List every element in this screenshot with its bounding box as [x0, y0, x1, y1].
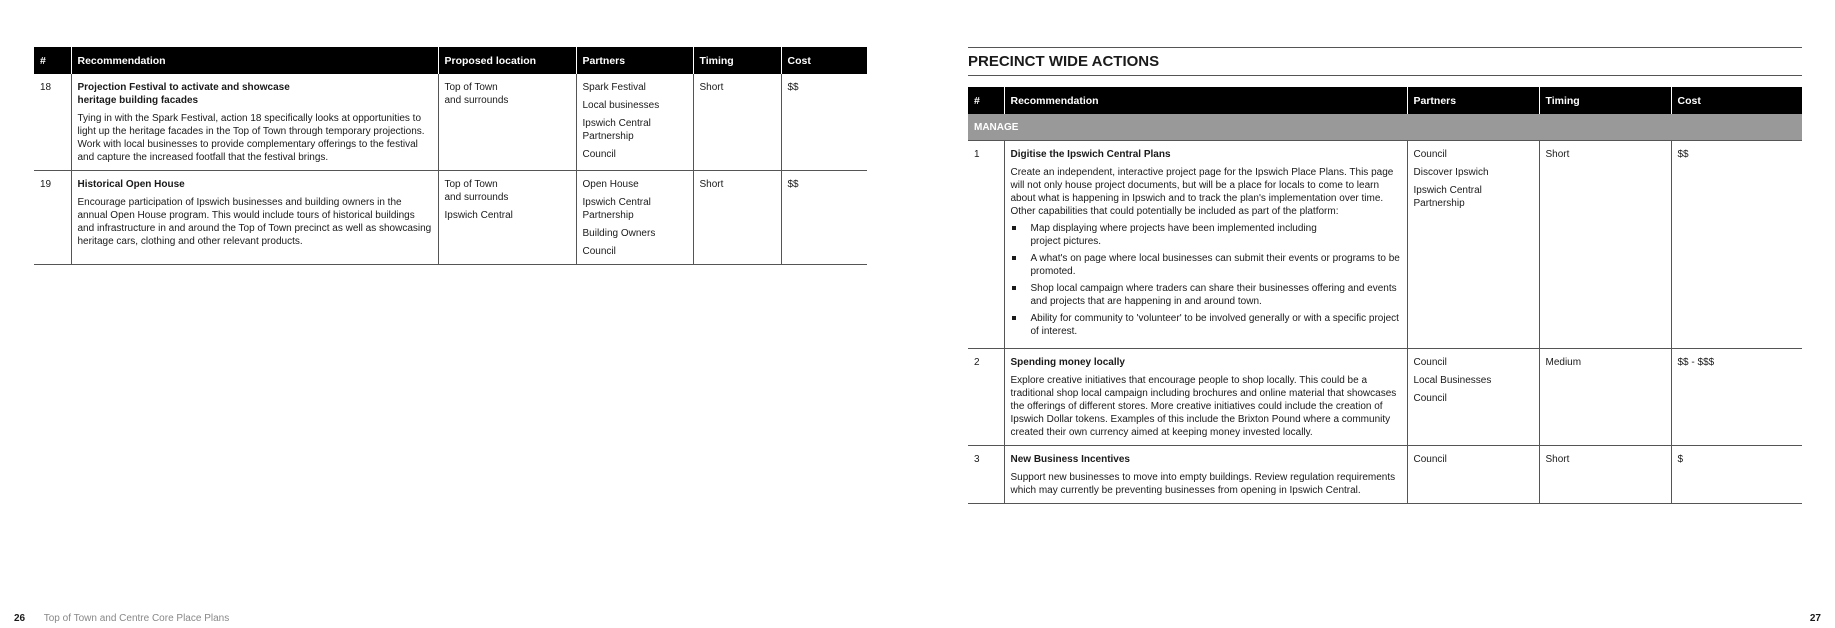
recommendation-cell: [71, 74, 438, 171]
timing-cell: Short: [693, 74, 781, 171]
row-number: 2: [968, 349, 1004, 446]
timing-cell: Short: [1539, 141, 1671, 349]
partner-item: Spark Festival: [582, 82, 646, 93]
partner-item: Ipswich Central Partnership: [1413, 185, 1482, 209]
partner-item: Building Owners: [582, 228, 656, 239]
recommendation-cell: [71, 171, 438, 265]
table-header-row: [968, 87, 1802, 114]
list-item: A what's on page where local businesses can submit their events or programs to be promoted.: [1030, 253, 1400, 277]
table-row: [968, 446, 1802, 504]
header-recommendation: Recommendation: [1004, 87, 1407, 114]
header-cost: Cost: [1671, 87, 1802, 114]
header-number: #: [34, 47, 71, 74]
recommendation-description: Support new businesses to move into empty buildings. Review regulation requirements which may currently be preventing businesses from opening in Ipswich Central.: [1010, 472, 1396, 496]
cost-cell: $$: [781, 171, 867, 265]
group-label: MANAGE: [968, 114, 1802, 141]
row-number: 19: [34, 171, 71, 265]
location-cell: [438, 74, 576, 171]
header-recommendation: Recommendation: [71, 47, 438, 74]
partner-item: Local Businesses: [1413, 375, 1492, 386]
partners-cell: [1407, 141, 1539, 349]
header-proposed-location: Proposed location: [438, 47, 576, 74]
table-row: [968, 349, 1802, 446]
recommendation-description: Create an independent, interactive project page for the Ipswich Place Plans. This page will not only house project documents, but will be a place for locals to come to learn about what is happening in Ipswich and to track the plan's implementation over time. Other capabilities that could potentially be included as part of the platform:: [1010, 167, 1394, 217]
cost-cell: $$ - $$$: [1671, 349, 1802, 446]
page-number-left: 26: [14, 613, 26, 624]
location-item: Ipswich Central: [444, 210, 513, 221]
recommendation-title: Spending money locally: [1010, 357, 1125, 368]
partner-item: Council: [582, 149, 616, 160]
footer-left: [14, 613, 229, 624]
partner-item: Council: [1413, 393, 1447, 404]
header-timing: Timing: [693, 47, 781, 74]
recommendation-title: Projection Festival to activate and showcase heritage building facades: [77, 82, 290, 106]
header-timing: Timing: [1539, 87, 1671, 114]
table-row: [34, 74, 867, 171]
list-item: Shop local campaign where traders can share their businesses offering and events and projects that are happening in and around town.: [1031, 282, 1401, 308]
cost-cell: $$: [1671, 141, 1802, 349]
table-row: [34, 171, 867, 265]
left-recommendations-table: [34, 47, 867, 265]
list-item: Map displaying where projects have been implemented including project pictures.: [1031, 222, 1341, 248]
location-item: Top of Town and surrounds: [444, 179, 509, 203]
timing-cell: Short: [1539, 446, 1671, 504]
partners-cell: [576, 171, 693, 265]
partner-item: Ipswich Central Partnership: [582, 197, 651, 221]
recommendation-description: Explore creative initiatives that encourage people to shop locally. This could be a traditional shop local campaign including brochures and online material that showcases the offerings of different stores. More creative initiatives could include the creation of Ipswich Dollar tokens. Examples of this include the Brixton Pound where a community created their own currency aimed at keeping money invested locally.: [1010, 375, 1397, 438]
table-row: [968, 141, 1802, 349]
partner-item: Council: [1413, 149, 1447, 160]
partners-cell: [576, 74, 693, 171]
page-number-right: 27: [1809, 613, 1821, 624]
location-cell: [438, 171, 576, 265]
list-item: Ability for community to 'volunteer' to be involved generally or with a specific project of interest.: [1030, 313, 1399, 337]
cost-cell: $$: [781, 74, 867, 171]
partner-item: Council: [1413, 454, 1447, 465]
partners-cell: [1407, 349, 1539, 446]
group-row: [968, 114, 1802, 141]
row-number: 3: [968, 446, 1004, 504]
partners-cell: [1407, 446, 1539, 504]
table-header-row: [34, 47, 867, 74]
recommendation-title: Historical Open House: [77, 179, 185, 190]
partner-item: Discover Ipswich: [1413, 167, 1489, 178]
partner-item: Ipswich Central Partnership: [582, 118, 651, 142]
row-number: 18: [34, 74, 71, 171]
header-partners: Partners: [1407, 87, 1539, 114]
timing-cell: Medium: [1539, 349, 1671, 446]
location-item: Top of Town and surrounds: [444, 82, 509, 106]
cost-cell: $: [1671, 446, 1802, 504]
precinct-actions-table: [968, 87, 1802, 504]
recommendation-description: Tying in with the Spark Festival, action 18 specifically looks at opportunities to light up the heritage facades in the Top of Town through temporary projections. Work with local businesses to provide complementary offerings to the festival and capture the increased footfall that the festival brings.: [77, 113, 425, 163]
row-number: 1: [968, 141, 1004, 349]
header-cost: Cost: [781, 47, 867, 74]
document-title: Top of Town and Centre Core Place Plans: [43, 613, 230, 624]
recommendation-cell: [1004, 446, 1407, 504]
header-partners: Partners: [576, 47, 693, 74]
partner-item: Council: [582, 246, 616, 257]
capabilities-list: [1011, 222, 1401, 338]
partner-item: Open House: [582, 179, 639, 190]
recommendation-cell: [1004, 141, 1407, 349]
timing-cell: Short: [693, 171, 781, 265]
recommendation-cell: [1004, 349, 1407, 446]
recommendation-title: Digitise the Ipswich Central Plans: [1010, 149, 1171, 160]
header-number: #: [968, 87, 1004, 114]
recommendation-title: New Business Incentives: [1010, 454, 1130, 465]
recommendation-description: Encourage participation of Ipswich businesses and building owners in the annual Open House program. This would include tours of historical buildings and infrastructure in and around the Top of Town precinct as well as showcasing heritage cars, clothing and other relevant products.: [77, 197, 432, 247]
section-title: PRECINCT WIDE ACTIONS: [968, 47, 1802, 76]
partner-item: Council: [1413, 357, 1447, 368]
partner-item: Local businesses: [582, 100, 660, 111]
